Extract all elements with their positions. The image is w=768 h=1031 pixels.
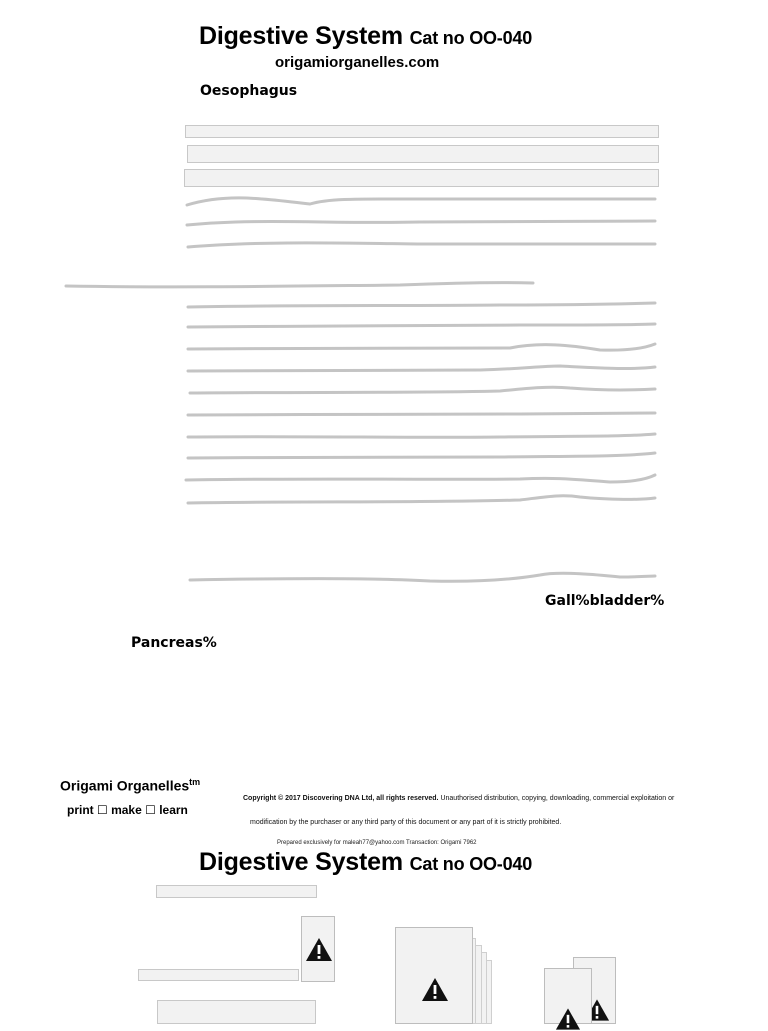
warning-icon <box>555 1007 581 1031</box>
wavy-line <box>187 198 655 205</box>
label-pancreas: Pancreas% <box>131 635 217 651</box>
label-oesophagus: Oesophagus <box>200 83 298 99</box>
wavy-line <box>188 413 655 415</box>
wavy-line <box>186 475 655 482</box>
wavy-line <box>66 283 533 287</box>
broken-image-card <box>301 916 335 982</box>
brand-tagline: print ☐ make ☐ learn <box>67 803 188 817</box>
wavy-line <box>190 387 655 393</box>
wavy-line <box>188 344 655 350</box>
image-placeholder-bar <box>157 1000 316 1024</box>
wavy-line <box>188 243 655 247</box>
title-text: Digestive System <box>199 848 403 876</box>
wavy-line <box>187 221 655 225</box>
copyright-line2: modification by the purchaser or any third party of this document or any part of it is strictly prohibited. <box>250 819 562 826</box>
brand-name <box>60 777 200 794</box>
catalog-number: Cat no OO-040 <box>409 28 533 48</box>
image-placeholder-bar <box>156 885 317 898</box>
broken-image-card <box>395 927 473 1024</box>
warning-icon <box>305 937 333 962</box>
label-gallbladder: Gall%bladder% <box>545 593 665 609</box>
wavy-line <box>188 434 655 437</box>
page-title-2 <box>199 848 532 877</box>
brand-text: Origami Organelles <box>60 777 190 794</box>
title-text: Digestive System <box>199 22 403 50</box>
catalog-number: Cat no OO-040 <box>409 854 533 874</box>
wavy-line <box>188 453 655 458</box>
wavy-line <box>188 366 655 371</box>
warning-icon <box>421 977 449 1002</box>
broken-image-card <box>544 968 592 1024</box>
copyright-bold: Copyright © 2017 Discovering DNA Ltd, all rights reserved. <box>243 795 439 802</box>
prepared-for-notice: Prepared exclusively for maleah77@yahoo.com Transaction: Origami 7962 <box>277 840 477 846</box>
wavy-line <box>190 573 655 581</box>
wavy-line <box>188 324 655 327</box>
trademark: tm <box>189 777 201 787</box>
image-placeholder-bar <box>138 969 299 981</box>
copyright-notice <box>243 795 674 802</box>
website-link[interactable]: origamiorganelles.com <box>275 54 440 71</box>
wavy-line <box>188 496 655 503</box>
copyright-rest: Unauthorised distribution, copying, downloading, commercial exploitation or <box>438 795 675 802</box>
wavy-line <box>188 303 655 307</box>
